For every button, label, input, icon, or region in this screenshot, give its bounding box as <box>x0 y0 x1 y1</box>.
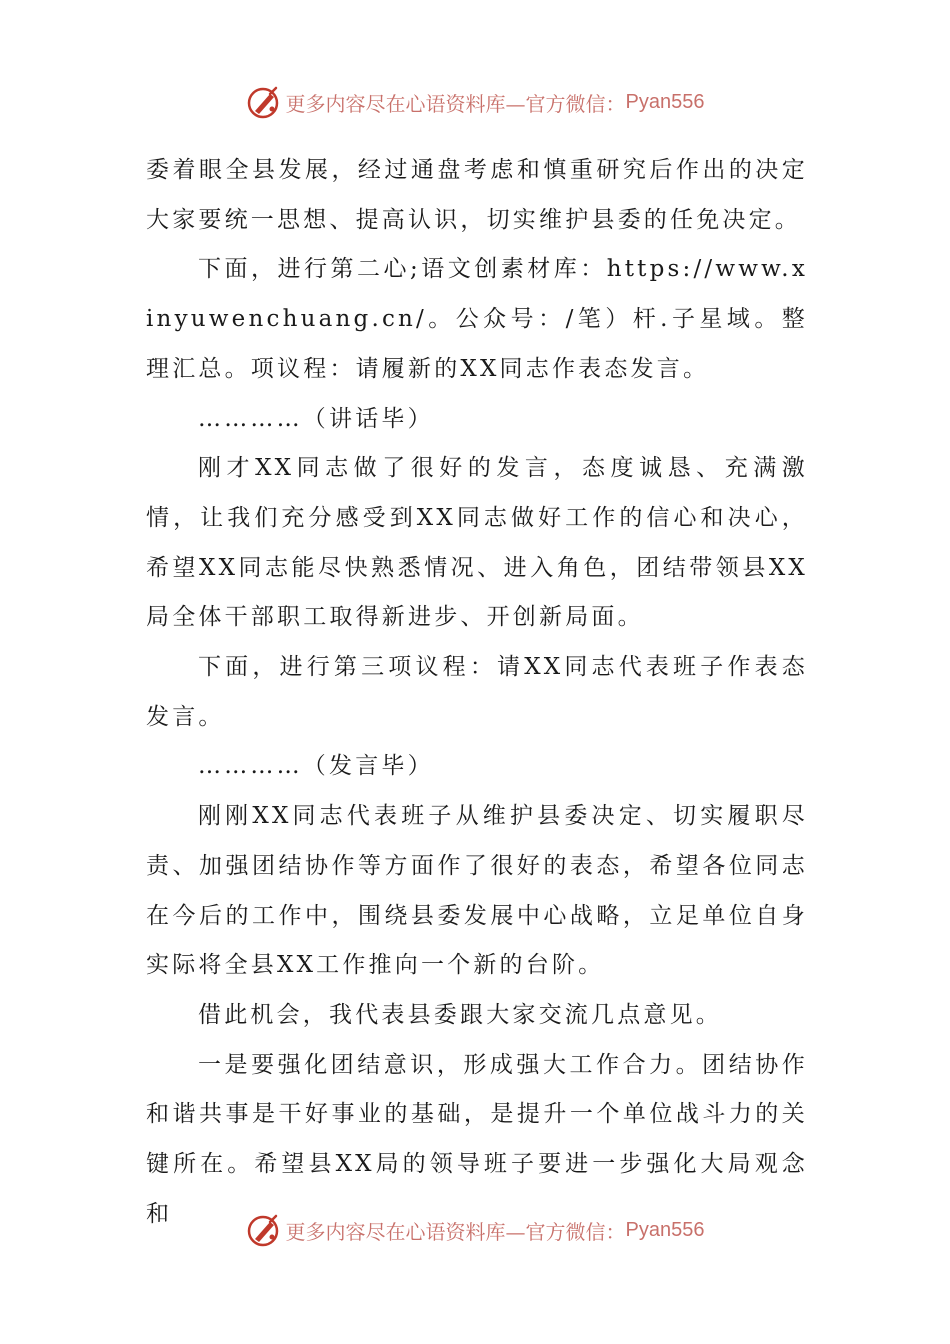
paragraph-2: 下面，进行第二心;语文创素材库：https://www.xinyuwenchuang.cn/。公众号：/笔）杆.子星域。整理汇总。项议程：请履新的XX同志作表态发言。 <box>146 256 808 382</box>
paragraph-7: 刚刚XX同志代表班子从维护县委决定、切实履职尽责、加强团结协作等方面作了很好的表态，希望各位同志在今后的工作中，围绕县委发展中心战略，立足单位自身实际将全县XX工作推向一个新的台阶。 <box>146 803 808 979</box>
paragraph-8: 借此机会，我代表县委跟大家交流几点意见。 <box>198 1001 722 1028</box>
paragraph-6: …………（发言毕） <box>198 753 434 780</box>
paragraph-3: …………（讲话毕） <box>198 405 434 432</box>
header-banner <box>0 82 950 122</box>
paragraph-9: 一是要强化团结意识，形成强大工作合力。团结协作和谐共事是干好事业的基础，是提升一个单位战斗力的关键所在。希望县XX局的领导班子要进一步强化大局观念和 <box>146 1051 808 1227</box>
paragraph-5: 下面，进行第三项议程：请XX同志代表班子作表态发言。 <box>146 654 808 730</box>
footer-brand-text: 更多内容尽在心语资料库—官方微信： <box>285 1219 626 1244</box>
paragraph-1: 委着眼全县发展，经过通盘考虑和慎重研究后作出的决定大家要统一思想、提高认识，切实维护县委的任免决定。 <box>146 157 808 233</box>
paragraph-4: 刚才XX同志做了很好的发言，态度诚恳、充满激情，让我们充分感受到XX同志做好工作的信心和决心，希望XX同志能尽快熟悉情况、进入角色，团结带领县XX局全体干部职工取得新进步、开创新局面。 <box>146 455 808 631</box>
header-brand-text: 更多内容尽在心语资料库—官方微信： <box>285 91 626 116</box>
footer-wechat-id: Pyan556 <box>625 1218 705 1241</box>
header-wechat-id: Pyan556 <box>625 90 705 113</box>
document-body <box>146 146 808 1239</box>
pen-logo-icon <box>246 1212 282 1248</box>
pen-logo-icon <box>246 84 282 120</box>
footer-banner <box>0 1210 950 1250</box>
